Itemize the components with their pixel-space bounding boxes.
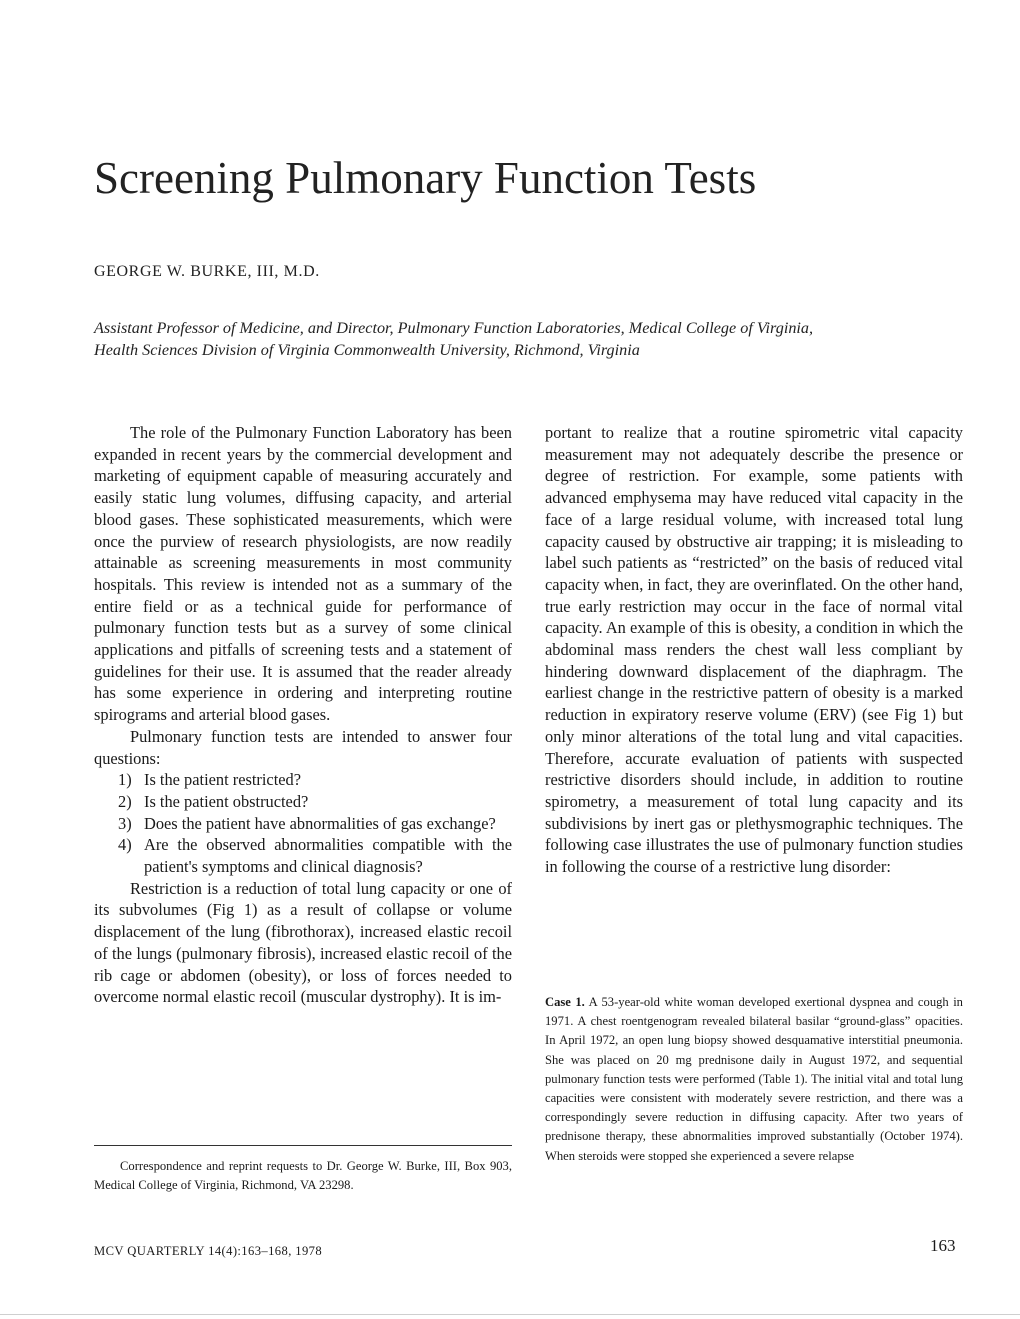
author-affiliation <box>94 317 974 361</box>
list-text: Are the observed abnormalities compatible with the patient's symptoms and clinical diagnosis? <box>144 835 512 877</box>
list-number: 2) <box>118 791 132 811</box>
footnote-divider <box>94 1145 512 1146</box>
list-item <box>94 834 512 877</box>
list-text: Does the patient have abnormalities of gas exchange? <box>144 813 496 833</box>
list-number: 4) <box>118 835 132 855</box>
body-paragraph: Restriction is a reduction of total lung capacity or one of its subvolumes (Fig 1) as a result of collapse or volume displacement of the lung (fibrothorax), increased elastic recoil of the lungs (pulmonary fibrosis), increased elastic recoil of the rib cage or abdomen (obesity), or loss of forces needed to overcome normal elastic recoil (muscular dystrophy). It is im- <box>94 878 512 1007</box>
case-label: Case 1. <box>545 995 585 1009</box>
article-title: Screening Pulmonary Function Tests <box>94 153 757 203</box>
body-paragraph: The role of the Pulmonary Function Laboratory has been expanded in recent years by the commercial development and marketing of equipment capable of measuring accurately and easily static lung volumes, diffusing capacity, and arterial blood gases. These sophisticated measurements, which were once the purview of research physiologists, are now readily attainable as screening measurements in most community hospitals. This review is intended not as a summary of the entire field or as a technical guide for performance of pulmonary function tests but as a survey of some clinical applications and pitfalls of screening tests and a statement of guidelines for their use. It is assumed that the reader already has some experience in ordering and interpreting routine spirograms and arterial blood gases. <box>94 423 512 725</box>
list-item <box>94 769 512 791</box>
case-paragraph <box>545 993 963 1166</box>
right-column <box>545 422 963 878</box>
list-number: 1) <box>118 770 132 790</box>
list-item <box>94 791 512 813</box>
list-text: Is the patient obstructed? <box>144 791 309 811</box>
affiliation-line: Health Sciences Division of Virginia Commonwealth University, Richmond, Virginia <box>94 341 640 359</box>
body-paragraph: Pulmonary function tests are intended to answer four questions: <box>94 726 512 768</box>
footnote-text: Correspondence and reprint requests to Dr. George W. Burke, III, Box 903, Medical College of Virginia, Richmond, VA 23298. <box>94 1159 512 1192</box>
author-name: GEORGE W. BURKE, III, M.D. <box>94 263 320 280</box>
affiliation-line: Assistant Professor of Medicine, and Director, Pulmonary Function Laboratories, Medical College of Virginia, <box>94 319 814 337</box>
page-edge-divider <box>0 1314 1020 1315</box>
journal-citation: MCV QUARTERLY 14(4):163–168, 1978 <box>94 1244 323 1258</box>
left-column <box>94 422 512 1008</box>
question-list <box>94 769 512 878</box>
footnote <box>94 1157 512 1195</box>
list-number: 3) <box>118 813 132 833</box>
case-report <box>545 993 963 1166</box>
list-text: Is the patient restricted? <box>144 770 302 790</box>
page-number: 163 <box>930 1236 956 1255</box>
case-text: A 53-year-old white woman developed exertional dyspnea and cough in 1971. A chest roentgenogram revealed bilateral basilar “ground-glass” opacities. In April 1972, an open lung biopsy showed desquamative interstitial pneumonia. She was placed on 20 mg prednisone daily in August 1972, and sequential pulmonary function tests were performed (Table 1). The initial vital and total lung capacities were consistent with moderately severe restriction, and there was a correspondingly severe reduction in diffusing capacity. After two years of prednisone therapy, these abnormalities improved substantially (October 1974). When steroids were stopped she experienced a severe relapse <box>545 995 963 1163</box>
body-paragraph: portant to realize that a routine spirometric vital capacity measurement may not adequately describe the presence or degree of restriction. For example, some patients with advanced emphysema may have reduced vital capacity in the face of a large residual volume, with increased total lung capacity caused by obstructive air trapping; it is misleading to label such patients as “restricted” on the basis of reduced vital capacity when, in fact, they are overinflated. On the other hand, true early restriction may occur in the face of normal vital capacity. An example of this is obesity, a condition in which the abdominal mass renders the chest wall less compliant by hindering downward displacement of the diaphragm. The earliest change in the restrictive pattern of obesity is a marked reduction in expiratory reserve volume (ERV) (see Fig 1) but only minor alterations of the total lung and vital capacities. Therefore, accurate evaluation of patients with suspected restrictive disorders should include, in addition to routine spirometry, a measurement of total lung capacity and its subdivisions by inert gas or plethysmographic techniques. The following case illustrates the use of pulmonary function studies in following the course of a restrictive lung disorder: <box>545 423 964 877</box>
list-item <box>94 813 512 835</box>
